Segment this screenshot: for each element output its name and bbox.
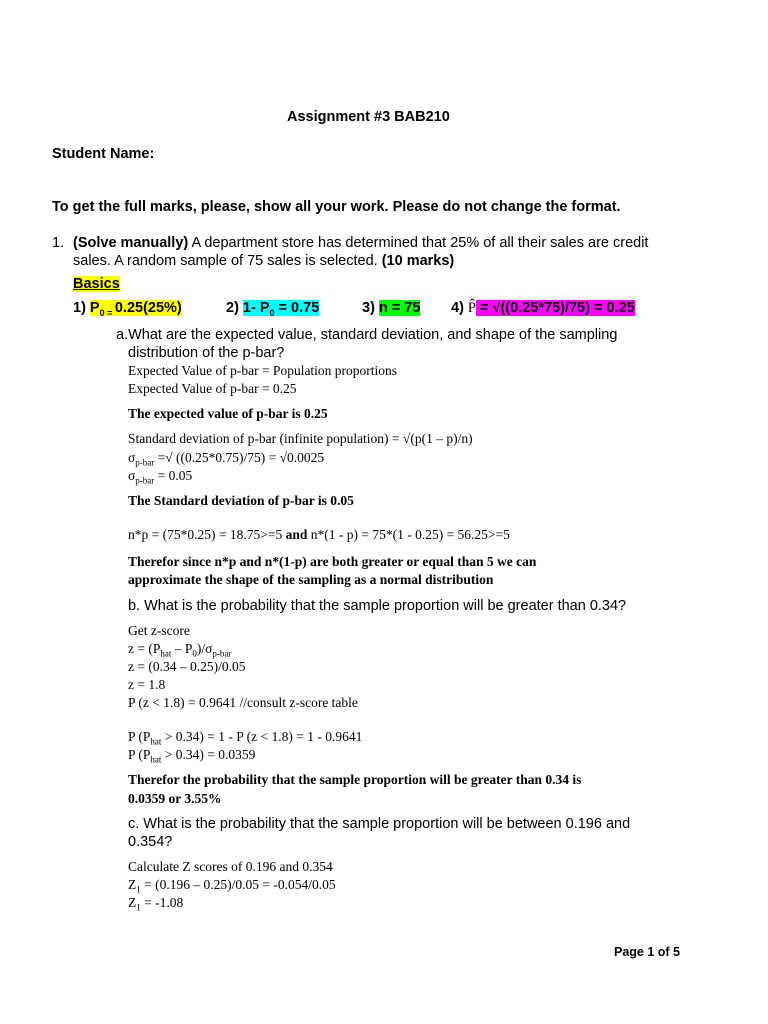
basics-item-4-value: = √((0.25*75)/75) = 0.25 xyxy=(476,300,635,316)
q1-line1 xyxy=(73,235,648,251)
sigma-sub: p-bar xyxy=(135,475,155,486)
instructions: To get the full marks, please, show all your work. Please do not change the format. xyxy=(52,199,621,215)
l7-a: P (P xyxy=(128,747,151,762)
part-a-question-line1: a.What are the expected value, standard deviation, and shape of the sampling xyxy=(116,327,618,343)
part-a-answer2: The Standard deviation of p-bar is 0.05 xyxy=(128,493,354,508)
part-a-answer3-line2: approximate the shape of the sampling as a normal distribution xyxy=(128,572,494,587)
basics-item-1-num: 1) xyxy=(73,300,90,316)
basics-item-2-value xyxy=(243,300,319,316)
student-name-label: Student Name: xyxy=(52,146,155,162)
part-c-l3 xyxy=(128,895,183,913)
part-a-line2: Expected Value of p-bar = 0.25 xyxy=(128,381,297,396)
basics-item-2 xyxy=(226,300,319,318)
part-c-question-line1: c. What is the probability that the sample proportion will be between 0.196 and xyxy=(128,816,631,832)
basics-item-1-value xyxy=(90,300,182,316)
part-a-answer1: The expected value of p-bar is 0.25 xyxy=(128,406,328,421)
part-b-question: b. What is the probability that the sample proportion will be greater than 0.34? xyxy=(128,598,627,614)
basics-item-1-val: 0.25(25%) xyxy=(114,300,182,316)
basics-item-1-p: P xyxy=(89,300,100,316)
part-b-answer-line2: 0.0359 or 3.55% xyxy=(128,791,222,806)
part-c-l1: Calculate Z scores of 0.196 and 0.354 xyxy=(128,859,333,874)
z1-rest: = -1.08 xyxy=(140,895,184,910)
basics-heading xyxy=(73,276,120,292)
q1-line2 xyxy=(73,253,454,269)
basics-item-1-sub: 0 = xyxy=(99,307,115,318)
q1-number: 1. xyxy=(52,235,65,251)
z1-sub: 1 xyxy=(136,884,141,895)
basics-item-4-num: 4) xyxy=(451,300,468,316)
part-b-answer-line1: Therefor the probability that the sample proportion will be greater than 0.34 is xyxy=(128,772,582,787)
np-part2: n*(1 - p) = 75*(1 - 0.25) = 56.25>=5 xyxy=(307,527,510,542)
l2-a: z = (P xyxy=(128,641,161,656)
l2-pbar: p-bar xyxy=(212,648,232,659)
part-b-l3: z = (0.34 – 0.25)/0.05 xyxy=(128,659,246,674)
l7-hat: hat xyxy=(150,754,162,765)
part-a-line1: Expected Value of p-bar = Population proportions xyxy=(128,363,398,378)
q1-tag: (Solve manually) xyxy=(73,235,189,251)
sd-line3-rest: = 0.05 xyxy=(154,468,193,483)
z1-label: Z xyxy=(128,877,137,892)
page-number: Page 1 of 5 xyxy=(614,945,680,959)
basics-item-2-sub: 0 xyxy=(269,307,275,318)
basics-item-3-value: n = 75 xyxy=(378,300,421,316)
basics-item-1 xyxy=(73,300,182,318)
part-a-answer3-line1: Therefor since n*p and n*(1-p) are both greater or equal than 5 we can xyxy=(128,554,537,569)
basics-item-3-num: 3) xyxy=(362,300,379,316)
sigma-sub: p-bar xyxy=(135,457,155,468)
l2-hat: hat xyxy=(160,648,172,659)
part-a-np-line xyxy=(128,527,510,543)
part-a-question-line2: distribution of the p-bar? xyxy=(128,345,285,361)
np-and: and xyxy=(285,527,308,542)
l6-hat: hat xyxy=(150,736,162,747)
basics-heading-text: Basics xyxy=(73,276,120,292)
l7-b: > 0.34) = 0.0359 xyxy=(161,747,256,762)
q1-text-line2: sales. A random sample of 75 sales is selected. xyxy=(73,253,382,269)
basics-item-4 xyxy=(451,300,635,317)
part-b-l7 xyxy=(128,747,255,765)
part-a-sd-line3 xyxy=(128,468,192,486)
basics-item-3 xyxy=(362,300,420,316)
basics-item-2-val: = 0.75 xyxy=(274,300,320,316)
z1-sub: 1 xyxy=(136,902,141,913)
basics-item-2-p: 1- P xyxy=(242,300,270,316)
page-title: Assignment #3 BAB210 xyxy=(287,109,450,125)
l2-c: )/σ xyxy=(196,641,213,656)
part-b-l4: z = 1.8 xyxy=(128,677,166,692)
l6-b: > 0.34) = 1 - P (z < 1.8) = 1 - 0.9641 xyxy=(161,729,363,744)
l2-zero: 0 xyxy=(192,648,197,659)
part-a-sd-line1: Standard deviation of p-bar (infinite population) = √(p(1 – p)/n) xyxy=(128,431,473,446)
np-part1: n*p = (75*0.25) = 18.75>=5 xyxy=(128,527,286,542)
basics-item-4-phat: P̂ xyxy=(467,300,476,316)
z1-rest: = (0.196 – 0.25)/0.05 = -0.054/0.05 xyxy=(140,877,336,892)
part-c-l2 xyxy=(128,877,336,895)
part-b-l2 xyxy=(128,641,231,659)
l6-a: P (P xyxy=(128,729,151,744)
sigma-symbol: σ xyxy=(128,450,136,465)
q1-marks: (10 marks) xyxy=(381,253,455,269)
part-b-l1: Get z-score xyxy=(128,623,190,638)
z1-label: Z xyxy=(128,895,137,910)
l2-b: – P xyxy=(171,641,193,656)
part-a-sd-line2 xyxy=(128,450,324,468)
sigma-symbol: σ xyxy=(128,468,136,483)
sd-line2-rest: =√ ((0.25*0.75)/75) = √0.0025 xyxy=(154,450,325,465)
part-c-question-line2: 0.354? xyxy=(128,834,173,850)
part-b-l6 xyxy=(128,729,362,747)
q1-text-line1: A department store has determined that 25% of all their sales are credit xyxy=(188,235,649,251)
basics-item-2-num: 2) xyxy=(226,300,243,316)
part-b-l5: P (z < 1.8) = 0.9641 //consult z-score table xyxy=(128,695,358,710)
